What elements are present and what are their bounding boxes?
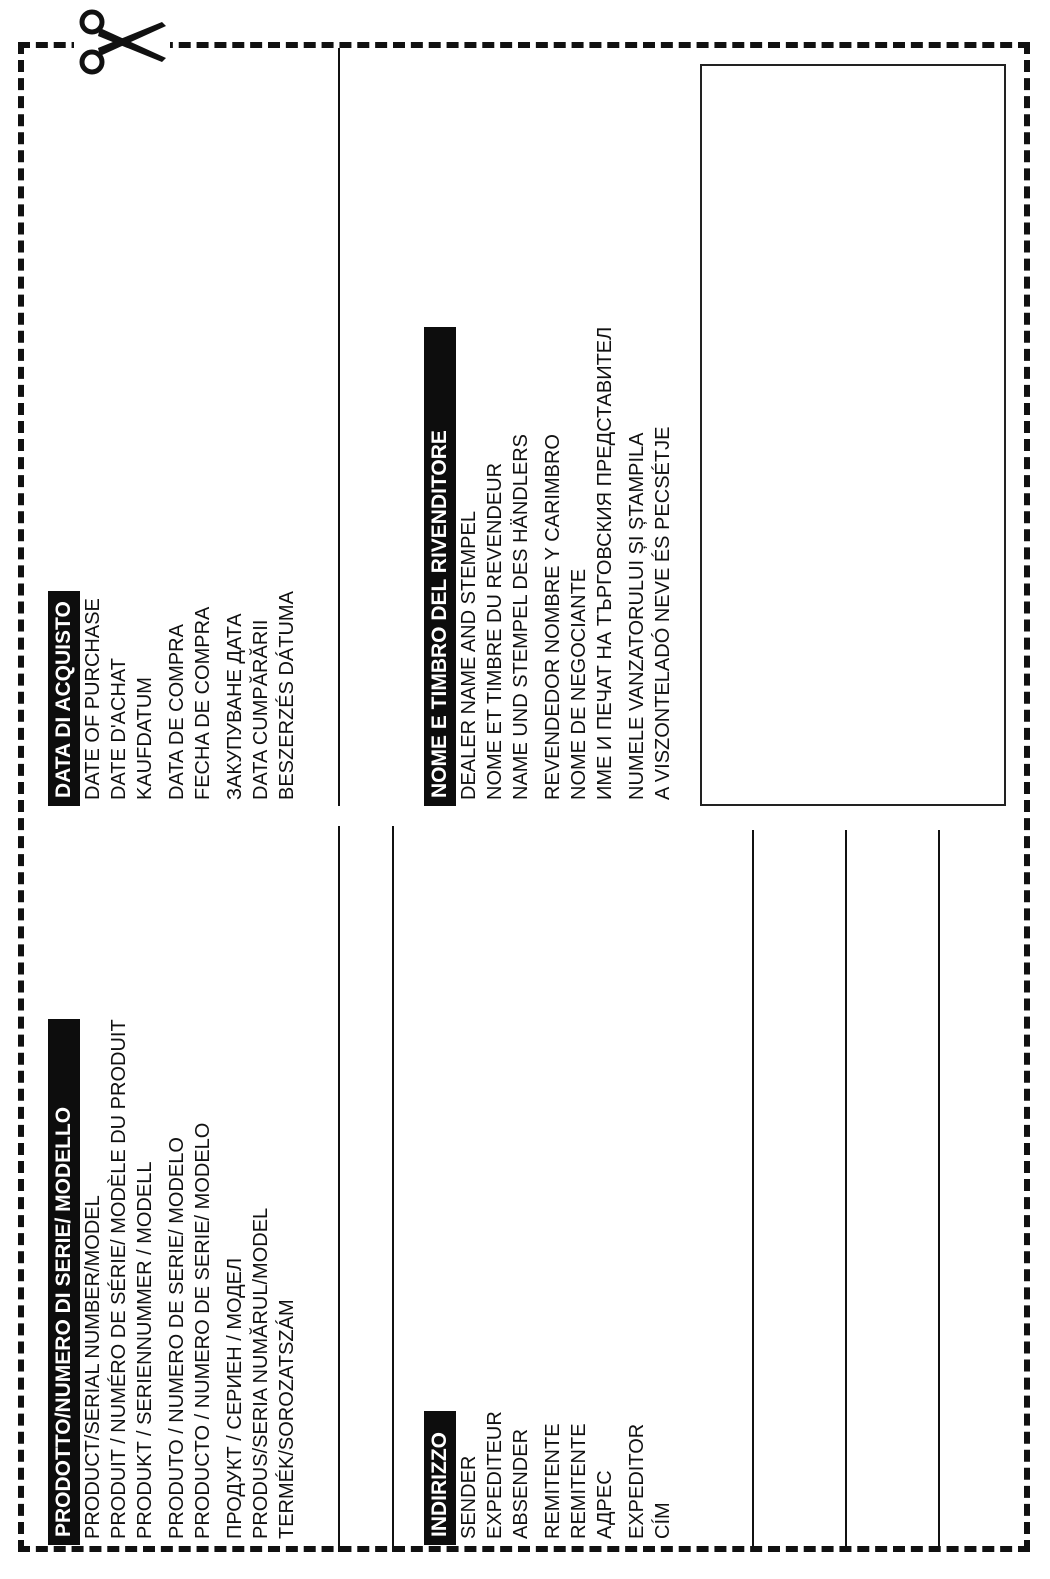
center-divider-bottom xyxy=(338,826,340,1552)
center-divider-top xyxy=(338,48,340,806)
date-line: ЗАКУПУВАНЕ ДАТА xyxy=(224,613,246,800)
date-section-header: DATA DI ACQUISTO xyxy=(48,591,80,806)
date-line: DATA DE COMPRA xyxy=(166,624,188,800)
write-line-address-3 xyxy=(938,830,940,1552)
address-line: REMITENTE xyxy=(568,1423,590,1539)
dealer-line: NUMELE VANZATORULUI ȘI ȘTAMPILA xyxy=(626,432,648,800)
address-line: CÍM xyxy=(652,1502,674,1539)
dealer-line: NOME ET TIMBRE DU REVENDEUR xyxy=(484,462,506,800)
scissors-icon xyxy=(74,6,170,78)
address-line: SENDER xyxy=(458,1455,480,1539)
date-line: DATA CUMPĂRĂRII xyxy=(250,619,272,800)
product-line: PRODUCTO / NUMERO DE SERIE/ MODELO xyxy=(192,1122,214,1539)
dealer-stamp-box xyxy=(700,64,1006,806)
product-line: PRODUIT / NUMÉRO DE SÉRIE/ MODÈLE DU PRODUIT xyxy=(108,1019,130,1539)
write-line-address-2 xyxy=(845,830,847,1552)
address-section-header: INDIRIZZO xyxy=(424,1411,456,1545)
product-line: TERMÉK/SOROZATSZÁM xyxy=(276,1299,298,1539)
address-line: АДРЕС xyxy=(594,1470,616,1539)
dealer-line: DEALER NAME AND STEMPEL xyxy=(458,511,480,800)
address-section xyxy=(424,1411,676,1545)
date-line: DATE OF PURCHASE xyxy=(82,598,104,800)
address-line: REMITENTE xyxy=(542,1423,564,1539)
dealer-section-header: NOME E TIMBRO DEL RIVENDITORE xyxy=(424,327,456,806)
address-line: ABSENDER xyxy=(510,1428,532,1539)
date-line: BESZERZÉS DÁTUMA xyxy=(276,591,298,800)
product-section-header: PRODOTTO/NUMERO DI SERIE/ MODELLO xyxy=(48,1019,80,1545)
date-line: KAUFDATUM xyxy=(134,677,156,800)
product-line: PRODUS/SERIA NUMĂRUL/MODEL xyxy=(250,1207,272,1539)
product-line: ПРОДУКТ / СЕРИЕН / МОДЕЛ xyxy=(224,1257,246,1539)
address-line: EXPEDITEUR xyxy=(484,1411,506,1539)
product-line: PRODUTO / NUMERO DE SERIE/ MODELO xyxy=(166,1137,188,1539)
product-section xyxy=(48,1019,300,1545)
product-line: PRODUKT / SERIENNUMMER / MODELL xyxy=(134,1161,156,1539)
dealer-line: ИМЕ И ПЕЧАТ НА ТЪРГОВСКИЯ ПРЕДСТАВИТЕЛ xyxy=(594,326,616,800)
dealer-line: REVENDEDOR NOMBRE Y CARIMBRO xyxy=(542,434,564,800)
address-line: EXPEDITOR xyxy=(626,1423,648,1539)
dealer-line: A VISZONTELADÓ NEVE ÉS PECSÉTJE xyxy=(652,426,674,800)
write-line-address-1 xyxy=(752,830,754,1552)
dealer-line: NOME DE NEGOCIANTE xyxy=(568,568,590,800)
dealer-line: NAME UND STEMPEL DES HÄNDLERS xyxy=(510,434,532,800)
date-line: DATE D'ACHAT xyxy=(108,658,130,800)
product-line: PRODUCT/SERIAL NUMBER/MODEL xyxy=(82,1195,104,1539)
write-line-product xyxy=(392,826,394,1552)
date-section xyxy=(48,591,300,806)
date-line: FECHA DE COMPRA xyxy=(192,606,214,800)
dealer-section xyxy=(424,327,676,806)
